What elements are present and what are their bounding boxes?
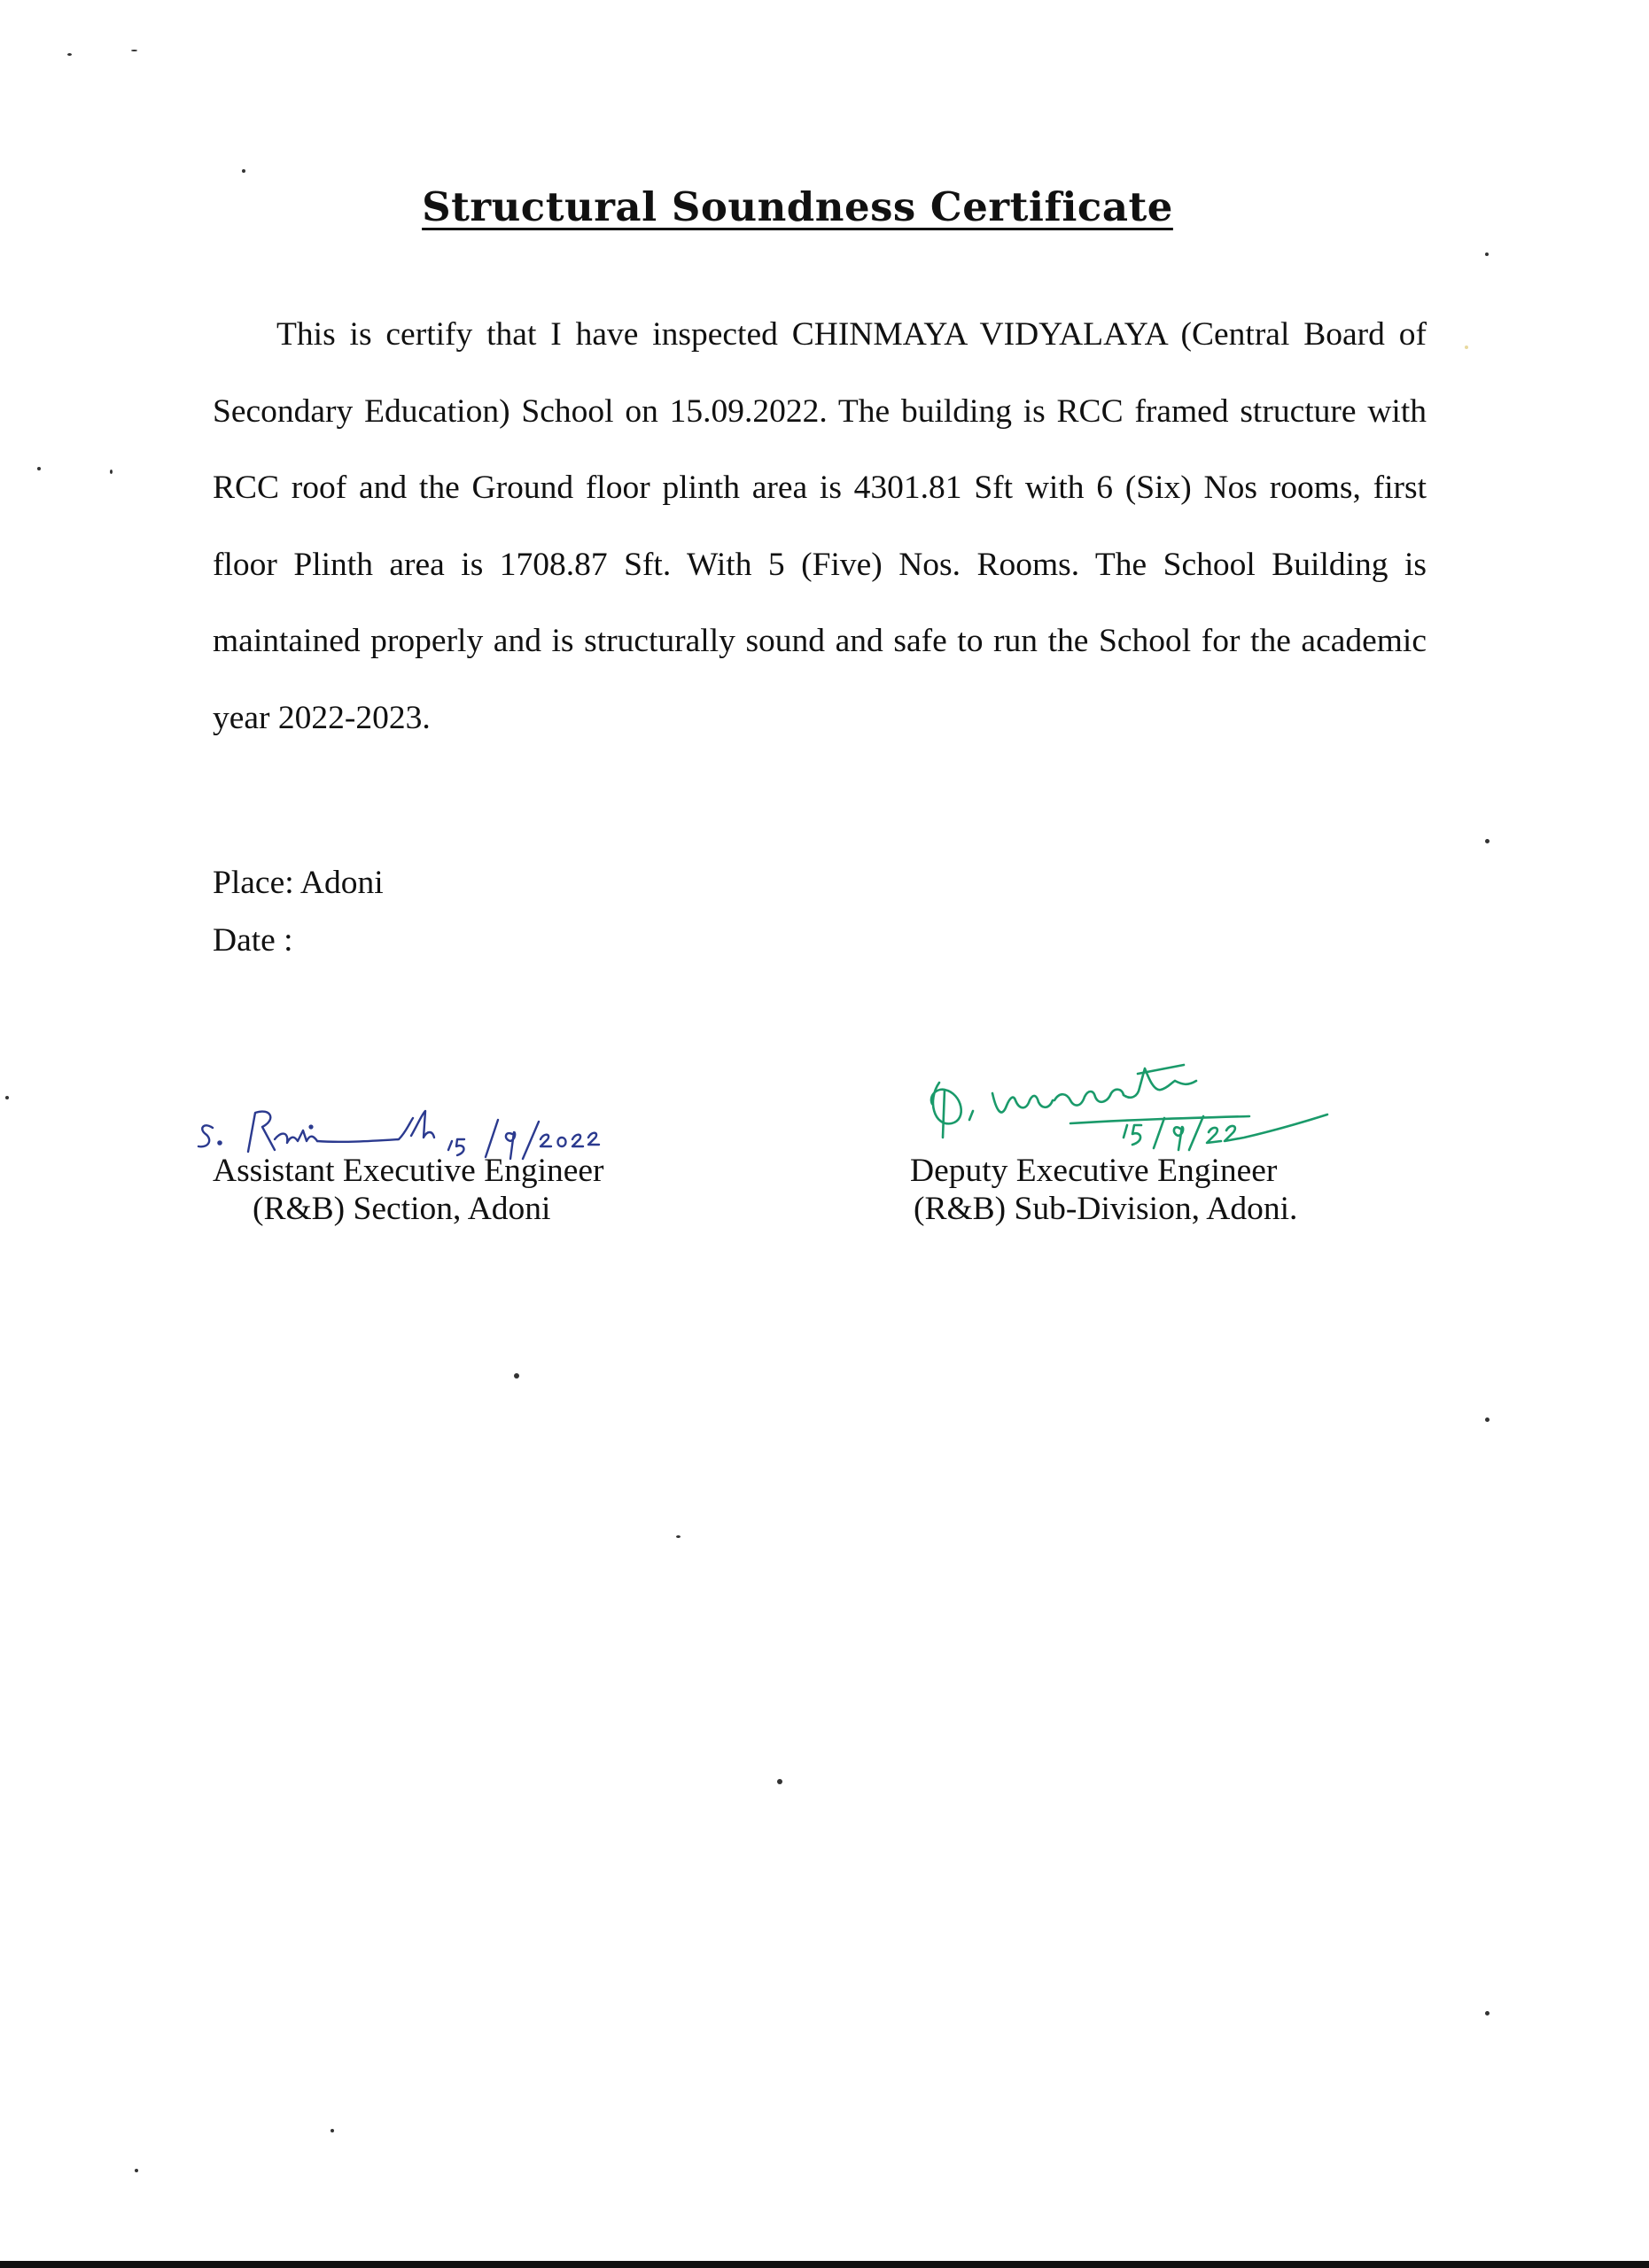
scan-bottom-edge <box>0 2261 1649 2268</box>
scan-speck <box>1465 346 1468 349</box>
certificate-title: Structural Soundness Certificate <box>422 183 1173 230</box>
scan-speck <box>37 467 41 470</box>
scan-speck <box>242 169 245 173</box>
left-office: (R&B) Section, Adoni <box>253 1191 551 1227</box>
right-designation: Deputy Executive Engineer <box>910 1153 1278 1189</box>
place-line: Place: Adoni <box>213 865 384 901</box>
scan-speck <box>331 2129 334 2132</box>
right-office: (R&B) Sub-Division, Adoni. <box>914 1191 1298 1227</box>
scan-speck <box>514 1373 519 1379</box>
left-signatory <box>213 1152 604 1228</box>
scan-speck <box>67 53 72 56</box>
right-signature <box>922 1038 1365 1153</box>
scan-speck <box>1485 2011 1490 2016</box>
scan-speck <box>1485 252 1489 256</box>
scan-speck <box>676 1535 681 1538</box>
scan-speck <box>777 1779 782 1784</box>
scan-speck <box>1485 839 1490 843</box>
scan-speck <box>1485 1418 1490 1422</box>
scan-speck <box>131 50 137 51</box>
certificate-body: This is certify that I have inspected CHINMAYA VIDYALAYA (Central Board of Secondary Education) School on 15.09.2022. The building is RCC framed structure with RCC roof and the Ground floor plinth area is 4301.81 Sft with 6 (Six) Nos rooms, first floor Plinth area is 1708.87 Sft. With 5 (Five) Nos. Rooms. The School Building is maintained properly and is structurally sound and safe to run the School for the academic year 2022-2023. <box>213 316 1427 736</box>
right-signatory <box>910 1152 1297 1228</box>
scan-speck <box>135 2169 138 2172</box>
left-designation: Assistant Executive Engineer <box>213 1153 604 1189</box>
scan-speck <box>110 470 113 474</box>
date-line: Date : <box>213 922 293 959</box>
scan-speck <box>5 1096 9 1099</box>
